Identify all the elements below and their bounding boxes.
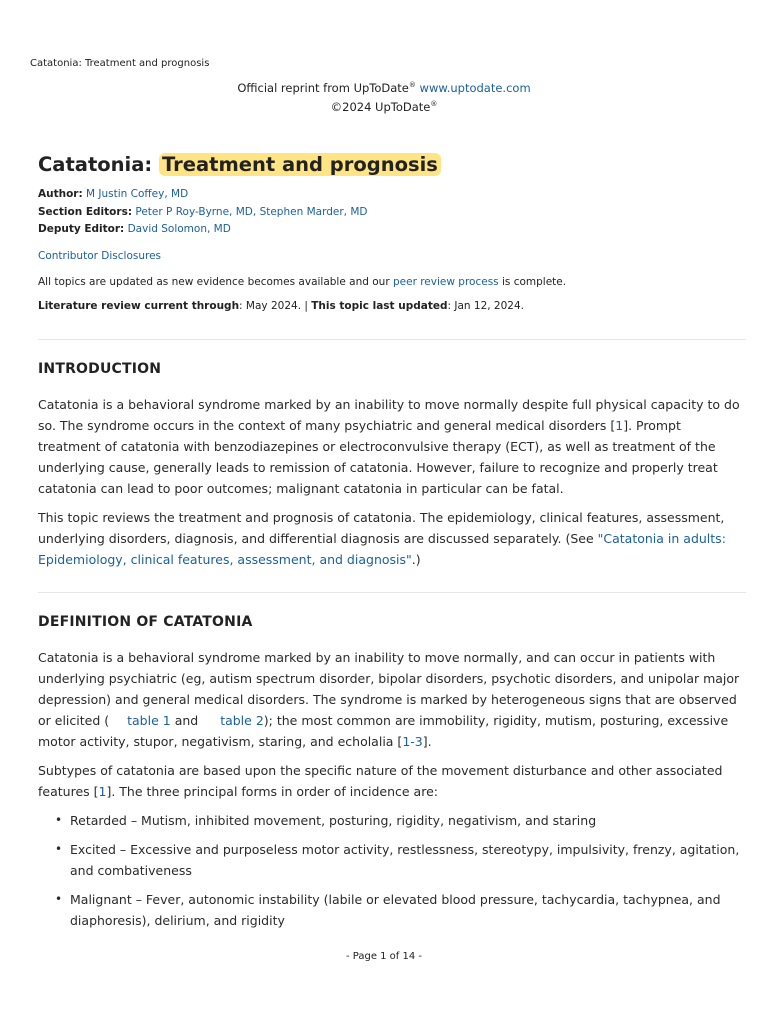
lit-review-label: Literature review current through xyxy=(38,299,240,312)
update-note-text-end: is complete. xyxy=(498,275,567,288)
topic-authors xyxy=(38,186,746,239)
definition-text: ]. xyxy=(422,733,432,749)
last-updated-value: : Jan 12, 2024. xyxy=(447,299,524,312)
topic-title xyxy=(38,150,746,180)
list-item-text: Malignant – Fever, autonomic instability (labile or elevated blood pressure, tachycardia, tachypnea, and diaphoresis), delirium, and rigidity xyxy=(70,891,721,928)
intro-paragraph xyxy=(38,507,746,570)
section-divider xyxy=(38,592,746,593)
catatonia-subtypes-list xyxy=(38,810,746,931)
print-header: Catatonia: Treatment and prognosis xyxy=(30,58,210,69)
list-item-text: Retarded – Mutism, inhibited movement, posturing, rigidity, negativism, and staring xyxy=(70,812,597,828)
deputy-editor-link[interactable]: David Solomon, MD xyxy=(127,223,231,235)
table-2-link[interactable]: table 2 xyxy=(220,712,264,728)
definition-heading: DEFINITION OF CATATONIA xyxy=(38,613,253,630)
title-prefix: Catatonia: xyxy=(38,153,159,176)
intro-paragraph xyxy=(38,394,746,499)
section-editors-row xyxy=(38,204,746,222)
copyright-line xyxy=(0,96,768,115)
section-editor-link[interactable]: Stephen Marder, MD xyxy=(259,205,368,218)
section-divider xyxy=(38,339,746,340)
page-number: - Page 1 of 14 - xyxy=(345,951,423,962)
lit-review-value: : May 2024. | xyxy=(239,299,312,312)
uptodate-url-link[interactable]: www.uptodate.com xyxy=(419,80,531,95)
copyright-text: ©2024 UpToDate xyxy=(330,99,431,114)
registered-mark: ® xyxy=(430,99,438,108)
intro-text: .) xyxy=(411,551,421,567)
bullet-icon: • xyxy=(55,841,63,856)
author-link[interactable]: M Justin Coffey, MD xyxy=(86,188,189,200)
definition-text: ]. The three principal forms in order of incidence are: xyxy=(106,783,438,799)
update-note-text: All topics are updated as new evidence becomes available and our xyxy=(38,275,393,288)
last-updated-label: This topic last updated xyxy=(311,299,448,312)
list-item xyxy=(38,889,746,931)
peer-review-link[interactable]: peer review process xyxy=(392,275,499,288)
section-editor-link[interactable]: Peter P Roy-Byrne, MD xyxy=(135,205,253,218)
list-item-text: Excited – Excessive and purposeless motor activity, restlessness, stereotypy, impulsivity, frenzy, agitation, and combativeness xyxy=(70,841,740,878)
introduction-heading: INTRODUCTION xyxy=(38,360,162,377)
table-1-link[interactable]: table 1 xyxy=(127,712,171,728)
definition-paragraph xyxy=(38,647,746,752)
section-editors-label: Section Editors: xyxy=(38,205,133,218)
list-item xyxy=(38,839,746,881)
deputy-editor-label: Deputy Editor: xyxy=(38,223,125,235)
intro-text: ]. Prompt treatment of catatonia with benzodiazepines or electroconvulsive therapy (ECT), as well as treatment of the underlying cause, generally leads to remission of catatonia. However, failure to recognize and properly treat catatonia can lead to poor outcomes; malignant catatonia in particular can be fatal. xyxy=(38,417,718,496)
reprint-notice xyxy=(0,77,768,115)
reference-link[interactable]: 1 xyxy=(98,783,107,799)
deputy-editor-row xyxy=(38,221,746,239)
title-highlight: Treatment and prognosis xyxy=(159,153,441,176)
topic-content xyxy=(38,150,746,931)
definition-text: ); the most common are immobility, rigidity, mutism, posturing, excessive motor activity, stupor, negativism, staring, and echolalia [ xyxy=(38,712,729,749)
definition-paragraph xyxy=(38,760,746,802)
editor-separator: , xyxy=(252,205,257,218)
list-item xyxy=(38,810,746,831)
contributor-disclosures-link[interactable]: Contributor Disclosures xyxy=(38,249,162,262)
review-dates xyxy=(38,298,746,314)
definition-text: and xyxy=(170,712,203,728)
intro-text: This topic reviews the treatment and prognosis of catatonia. The epidemiology, clinical features, assessment, underlying disorders, diagnosis, and differential diagnosis are discussed separately. (See xyxy=(38,509,725,546)
catatonia-adults-topic-link[interactable]: "Catatonia in adults: Epidemiology, clinical features, assessment, and diagnosis" xyxy=(38,530,726,567)
bullet-icon: • xyxy=(55,891,63,906)
intro-text: Catatonia is a behavioral syndrome marked by an inability to move normally despite full physical capacity to do so. The syndrome occurs in the context of many psychiatric and general medical disorders [ xyxy=(38,396,740,433)
reprint-line xyxy=(0,77,768,96)
update-note xyxy=(38,274,746,290)
registered-mark: ® xyxy=(408,81,416,89)
reprint-prefix: Official reprint from UpToDate xyxy=(237,80,409,95)
author-label: Author: xyxy=(38,188,83,200)
definition-text: Subtypes of catatonia are based upon the specific nature of the movement disturbance and other associated features [ xyxy=(38,762,723,799)
definition-text: Catatonia is a behavioral syndrome marked by an inability to move normally, and can occur in patients with underlying psychiatric (eg, autism spectrum disorder, bipolar disorders, psychotic disorders, and unipolar major depression) and general medical disorders. The syndrome is marked by heterogeneous signs that are observed or elicited ( xyxy=(38,649,740,728)
reference-link[interactable]: 1-3 xyxy=(402,733,423,749)
author-row xyxy=(38,186,746,204)
reference-link[interactable]: 1 xyxy=(615,417,624,433)
bullet-icon: • xyxy=(55,812,63,827)
